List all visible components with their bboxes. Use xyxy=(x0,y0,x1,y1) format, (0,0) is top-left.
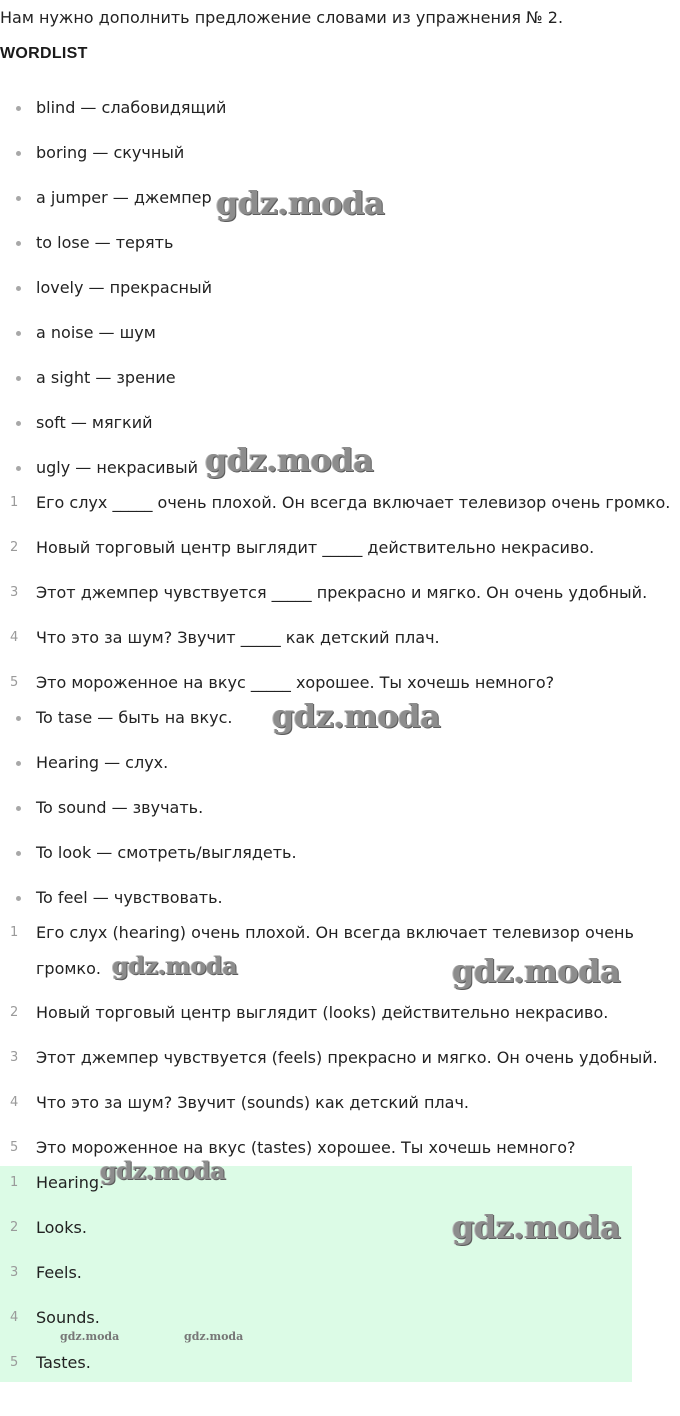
wordlist-item-text: a sight — зрение xyxy=(36,368,176,387)
exercise-item xyxy=(0,579,680,607)
answer-text: Hearing. xyxy=(36,1173,105,1192)
bullet-icon xyxy=(16,806,21,811)
exercise-item xyxy=(0,534,680,562)
exercise-item xyxy=(0,489,680,517)
bullet-icon xyxy=(16,421,21,426)
item-number: 2 xyxy=(10,1220,19,1235)
wordlist-item xyxy=(0,229,680,257)
vocab-item xyxy=(0,794,680,822)
bullet-icon xyxy=(16,761,21,766)
wordlist-item-text: a jumper — джемпер xyxy=(36,188,212,207)
answer-text: Looks. xyxy=(36,1218,87,1237)
wordlist-item xyxy=(0,139,680,167)
vocab-text: To sound — звучать. xyxy=(36,798,204,817)
bullet-icon xyxy=(16,151,21,156)
answer-item xyxy=(0,1259,680,1287)
item-number: 1 xyxy=(10,925,19,940)
wordlist-item-text: to lose — терять xyxy=(36,233,174,252)
vocab-text: Hearing — слух. xyxy=(36,753,169,772)
answer-text: Tastes. xyxy=(36,1353,91,1372)
vocab-item xyxy=(0,884,680,912)
bullet-icon xyxy=(16,106,21,111)
exercise-item xyxy=(0,624,680,652)
filled-text: Его слух (hearing) очень плохой. Он всегда включает телевизор очень громко. xyxy=(36,923,634,978)
wordlist-heading: WORDLIST xyxy=(0,45,88,62)
bullet-icon xyxy=(16,376,21,381)
item-number: 1 xyxy=(10,1175,19,1190)
wordlist-item-text: boring — скучный xyxy=(36,143,185,162)
wordlist-item xyxy=(0,319,680,347)
bullet-icon xyxy=(16,241,21,246)
exercise-text: Это мороженное на вкус _____ хорошее. Ты хочешь немного? xyxy=(36,673,555,692)
item-number: 3 xyxy=(10,1265,19,1280)
answer-item xyxy=(0,1304,680,1332)
wordlist-item xyxy=(0,94,680,122)
exercise-text: Этот джемпер чувствуется _____ прекрасно и мягко. Он очень удобный. xyxy=(36,583,648,602)
bullet-icon xyxy=(16,331,21,336)
watermark: gdz.moda xyxy=(452,1208,621,1246)
vocab-item xyxy=(0,749,680,777)
filled-text: Новый торговый центр выглядит (looks) действительно некрасиво. xyxy=(36,1003,609,1022)
exercise-item xyxy=(0,669,680,697)
wordlist-item-text: a noise — шум xyxy=(36,323,156,342)
filled-text: Это мороженное на вкус (tastes) хорошее. Ты хочешь немного? xyxy=(36,1138,576,1157)
bullet-icon xyxy=(16,851,21,856)
intro-text: Нам нужно дополнить предложение словами из упражнения № 2. xyxy=(0,8,564,27)
wordlist-item xyxy=(0,274,680,302)
item-number: 5 xyxy=(10,675,19,690)
wordlist-item-text: soft — мягкий xyxy=(36,413,153,432)
watermark: gdz.moda xyxy=(100,1156,226,1185)
vocab-text: To feel — чувствовать. xyxy=(36,888,223,907)
item-number: 3 xyxy=(10,585,19,600)
watermark: gdz.moda xyxy=(60,1330,120,1343)
wordlist-item-text: blind — слабовидящий xyxy=(36,98,227,117)
vocab-text: To tase — быть на вкус. xyxy=(36,708,233,727)
answer-text: Feels. xyxy=(36,1263,82,1282)
exercise-text: Его слух _____ очень плохой. Он всегда включает телевизор очень громко. xyxy=(36,493,671,512)
item-number: 4 xyxy=(10,1310,19,1325)
wordlist-item xyxy=(0,409,680,437)
exercise-text: Новый торговый центр выглядит _____ действительно некрасиво. xyxy=(36,538,595,557)
watermark: gdz.moda xyxy=(452,952,621,990)
vocab-item xyxy=(0,839,680,867)
bullet-icon xyxy=(16,466,21,471)
answer-text: Sounds. xyxy=(36,1308,100,1327)
bullet-icon xyxy=(16,896,21,901)
item-number: 4 xyxy=(10,630,19,645)
item-number: 2 xyxy=(10,1005,19,1020)
item-number: 3 xyxy=(10,1050,19,1065)
filled-item xyxy=(0,1044,680,1072)
item-number: 5 xyxy=(10,1140,19,1155)
item-number: 2 xyxy=(10,540,19,555)
filled-item xyxy=(0,1089,680,1117)
watermark: gdz.moda xyxy=(112,951,238,980)
answer-item xyxy=(0,1349,680,1377)
vocab-text: To look — смотреть/выглядеть. xyxy=(36,843,297,862)
item-number: 1 xyxy=(10,495,19,510)
wordlist-item-text: lovely — прекрасный xyxy=(36,278,213,297)
filled-text: Этот джемпер чувствуется (feels) прекрасно и мягко. Он очень удобный. xyxy=(36,1048,658,1067)
filled-text: Что это за шум? Звучит (sounds) как детский плач. xyxy=(36,1093,469,1112)
watermark: gdz.moda xyxy=(272,697,441,735)
watermark: gdz.moda xyxy=(216,184,385,222)
wordlist-item-text: ugly — некрасивый xyxy=(36,458,198,477)
wordlist-item xyxy=(0,364,680,392)
filled-item xyxy=(0,999,680,1027)
exercise-text: Что это за шум? Звучит _____ как детский плач. xyxy=(36,628,440,647)
bullet-icon xyxy=(16,716,21,721)
watermark: gdz.moda xyxy=(184,1330,244,1343)
watermark: gdz.moda xyxy=(205,441,374,479)
item-number: 5 xyxy=(10,1355,19,1370)
bullet-icon xyxy=(16,196,21,201)
item-number: 4 xyxy=(10,1095,19,1110)
bullet-icon xyxy=(16,286,21,291)
